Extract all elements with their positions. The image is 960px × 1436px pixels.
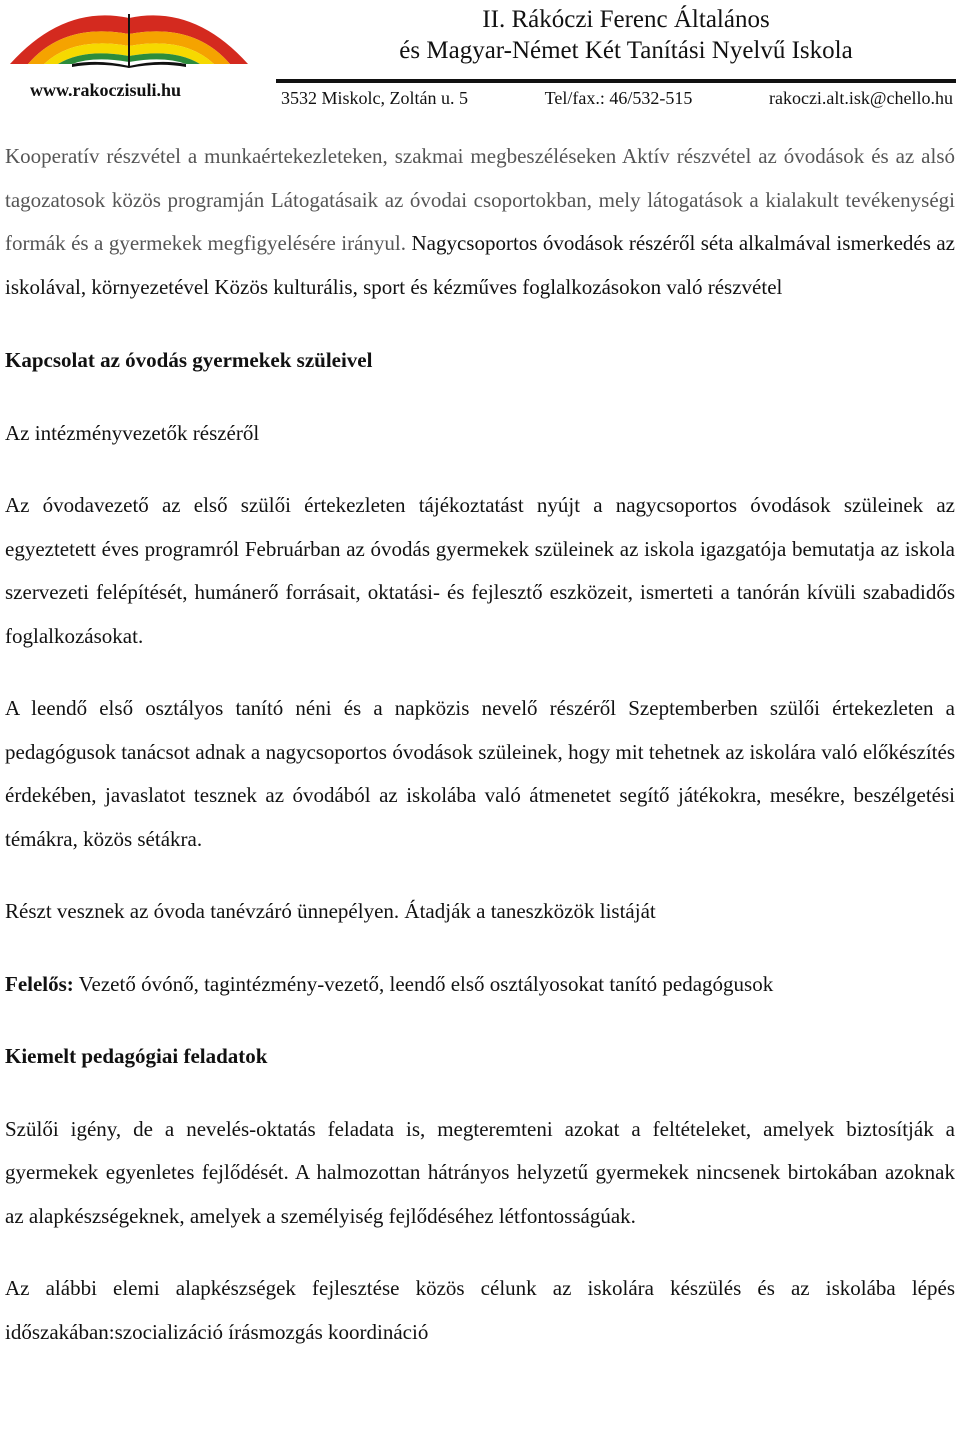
paragraph-tasks: Szülői igény, de a nevelés-oktatás feladata is, megteremteni azokat a feltételeket, amelyek biztosítják a gyermekek egyenletes fejlődését. A halmozottan hátrányos helyzetű gyermekek nincsenek birtokában azoknak az alapkészségeknek, amelyek a személyiség fejlődéséhez létfontosságúak. bbox=[5, 1116, 955, 1228]
intro-paragraph-continuation: Nagycsoportos óvodások részéről séta alkalmával ismerkedés az iskolával, környezetével Közös kulturális, sport és kézműves foglalkozásokon való részvétel bbox=[5, 231, 955, 299]
paragraph-skills: Az alábbi elemi alapkészségek fejlesztése közös célunk az iskolára készülés és az iskolába lépés időszakában:szocializáció írásmozgás koordináció bbox=[5, 1276, 955, 1344]
heading-parents: Kapcsolat az óvodás gyermekek szüleivel bbox=[5, 348, 373, 372]
responsible-label: Felelős: bbox=[5, 971, 74, 996]
responsible-line bbox=[5, 963, 955, 1007]
school-address: 3532 Miskolc, Zoltán u. 5 bbox=[281, 88, 468, 108]
school-name bbox=[346, 4, 906, 66]
contact-line bbox=[281, 88, 953, 109]
paragraph-ceremony: Részt vesznek az óvoda tanévzáró ünnepélyen. Átadják a taneszközök listáját bbox=[5, 899, 656, 923]
header-divider bbox=[276, 79, 956, 83]
paragraph-teacher: A leendő első osztályos tanító néni és a napközis nevelő részéről Szeptemberben szülői értekezleten a pedagógusok tanácsot adnak a nagycsoportos óvodások szüleinek, hogy mit tehetnek az iskolára való előkészítés érdekében, javaslatot tesznek az óvodából az iskolába való átmenetet segítő játékokra, mesékre, beszélgetési témákra, közös sétákra. bbox=[5, 696, 955, 851]
intro-paragraph-text: Kooperatív részvétel a munkaértekezleteken, szakmai megbeszéléseken Aktív részvétel az óvodások és az alsó tagozatosok közös programján Látogatásaik az óvodai csoportokban, mely látogatások a kialakult tevékenységi formák és a gyermekek megfigyelésére irányul. bbox=[5, 144, 955, 255]
school-book-rainbow-logo bbox=[4, 4, 254, 68]
school-website[interactable]: www.rakoczisuli.hu bbox=[30, 80, 182, 100]
school-name-line-1: II. Rákóczi Ferenc Általános bbox=[482, 6, 770, 33]
letterhead bbox=[0, 0, 960, 118]
document-body bbox=[5, 135, 955, 1354]
intro-paragraph bbox=[5, 135, 955, 309]
school-name-line-2: és Magyar-Német Két Tanítási Nyelvű Iskola bbox=[399, 37, 853, 64]
paragraph-leaders: Az óvodavezető az első szülői értekezleten tájékoztatást nyújt a nagycsoportos óvodások szüleinek az egyeztetett éves programról Februárban az óvodás gyermekek szüleinek az iskola igazgatója bemutatja az iskola szervezeti felépítését, humánerő forrásait, oktatási- és fejlesztő eszközeit, ismerteti a tanórán kívüli szabadidős foglalkozásokat. bbox=[5, 493, 955, 648]
spacer bbox=[5, 309, 955, 339]
heading-tasks: Kiemelt pedagógiai feladatok bbox=[5, 1044, 268, 1068]
school-email[interactable]: rakoczi.alt.isk@chello.hu bbox=[768, 88, 953, 108]
subheading-leaders: Az intézményvezetők részéről bbox=[5, 420, 260, 445]
school-phone: Tel/fax.: 46/532-515 bbox=[544, 88, 693, 108]
responsible-text: Vezető óvónő, tagintézmény-vezető, leendő első osztályosokat tanító pedagógusok bbox=[73, 971, 774, 996]
